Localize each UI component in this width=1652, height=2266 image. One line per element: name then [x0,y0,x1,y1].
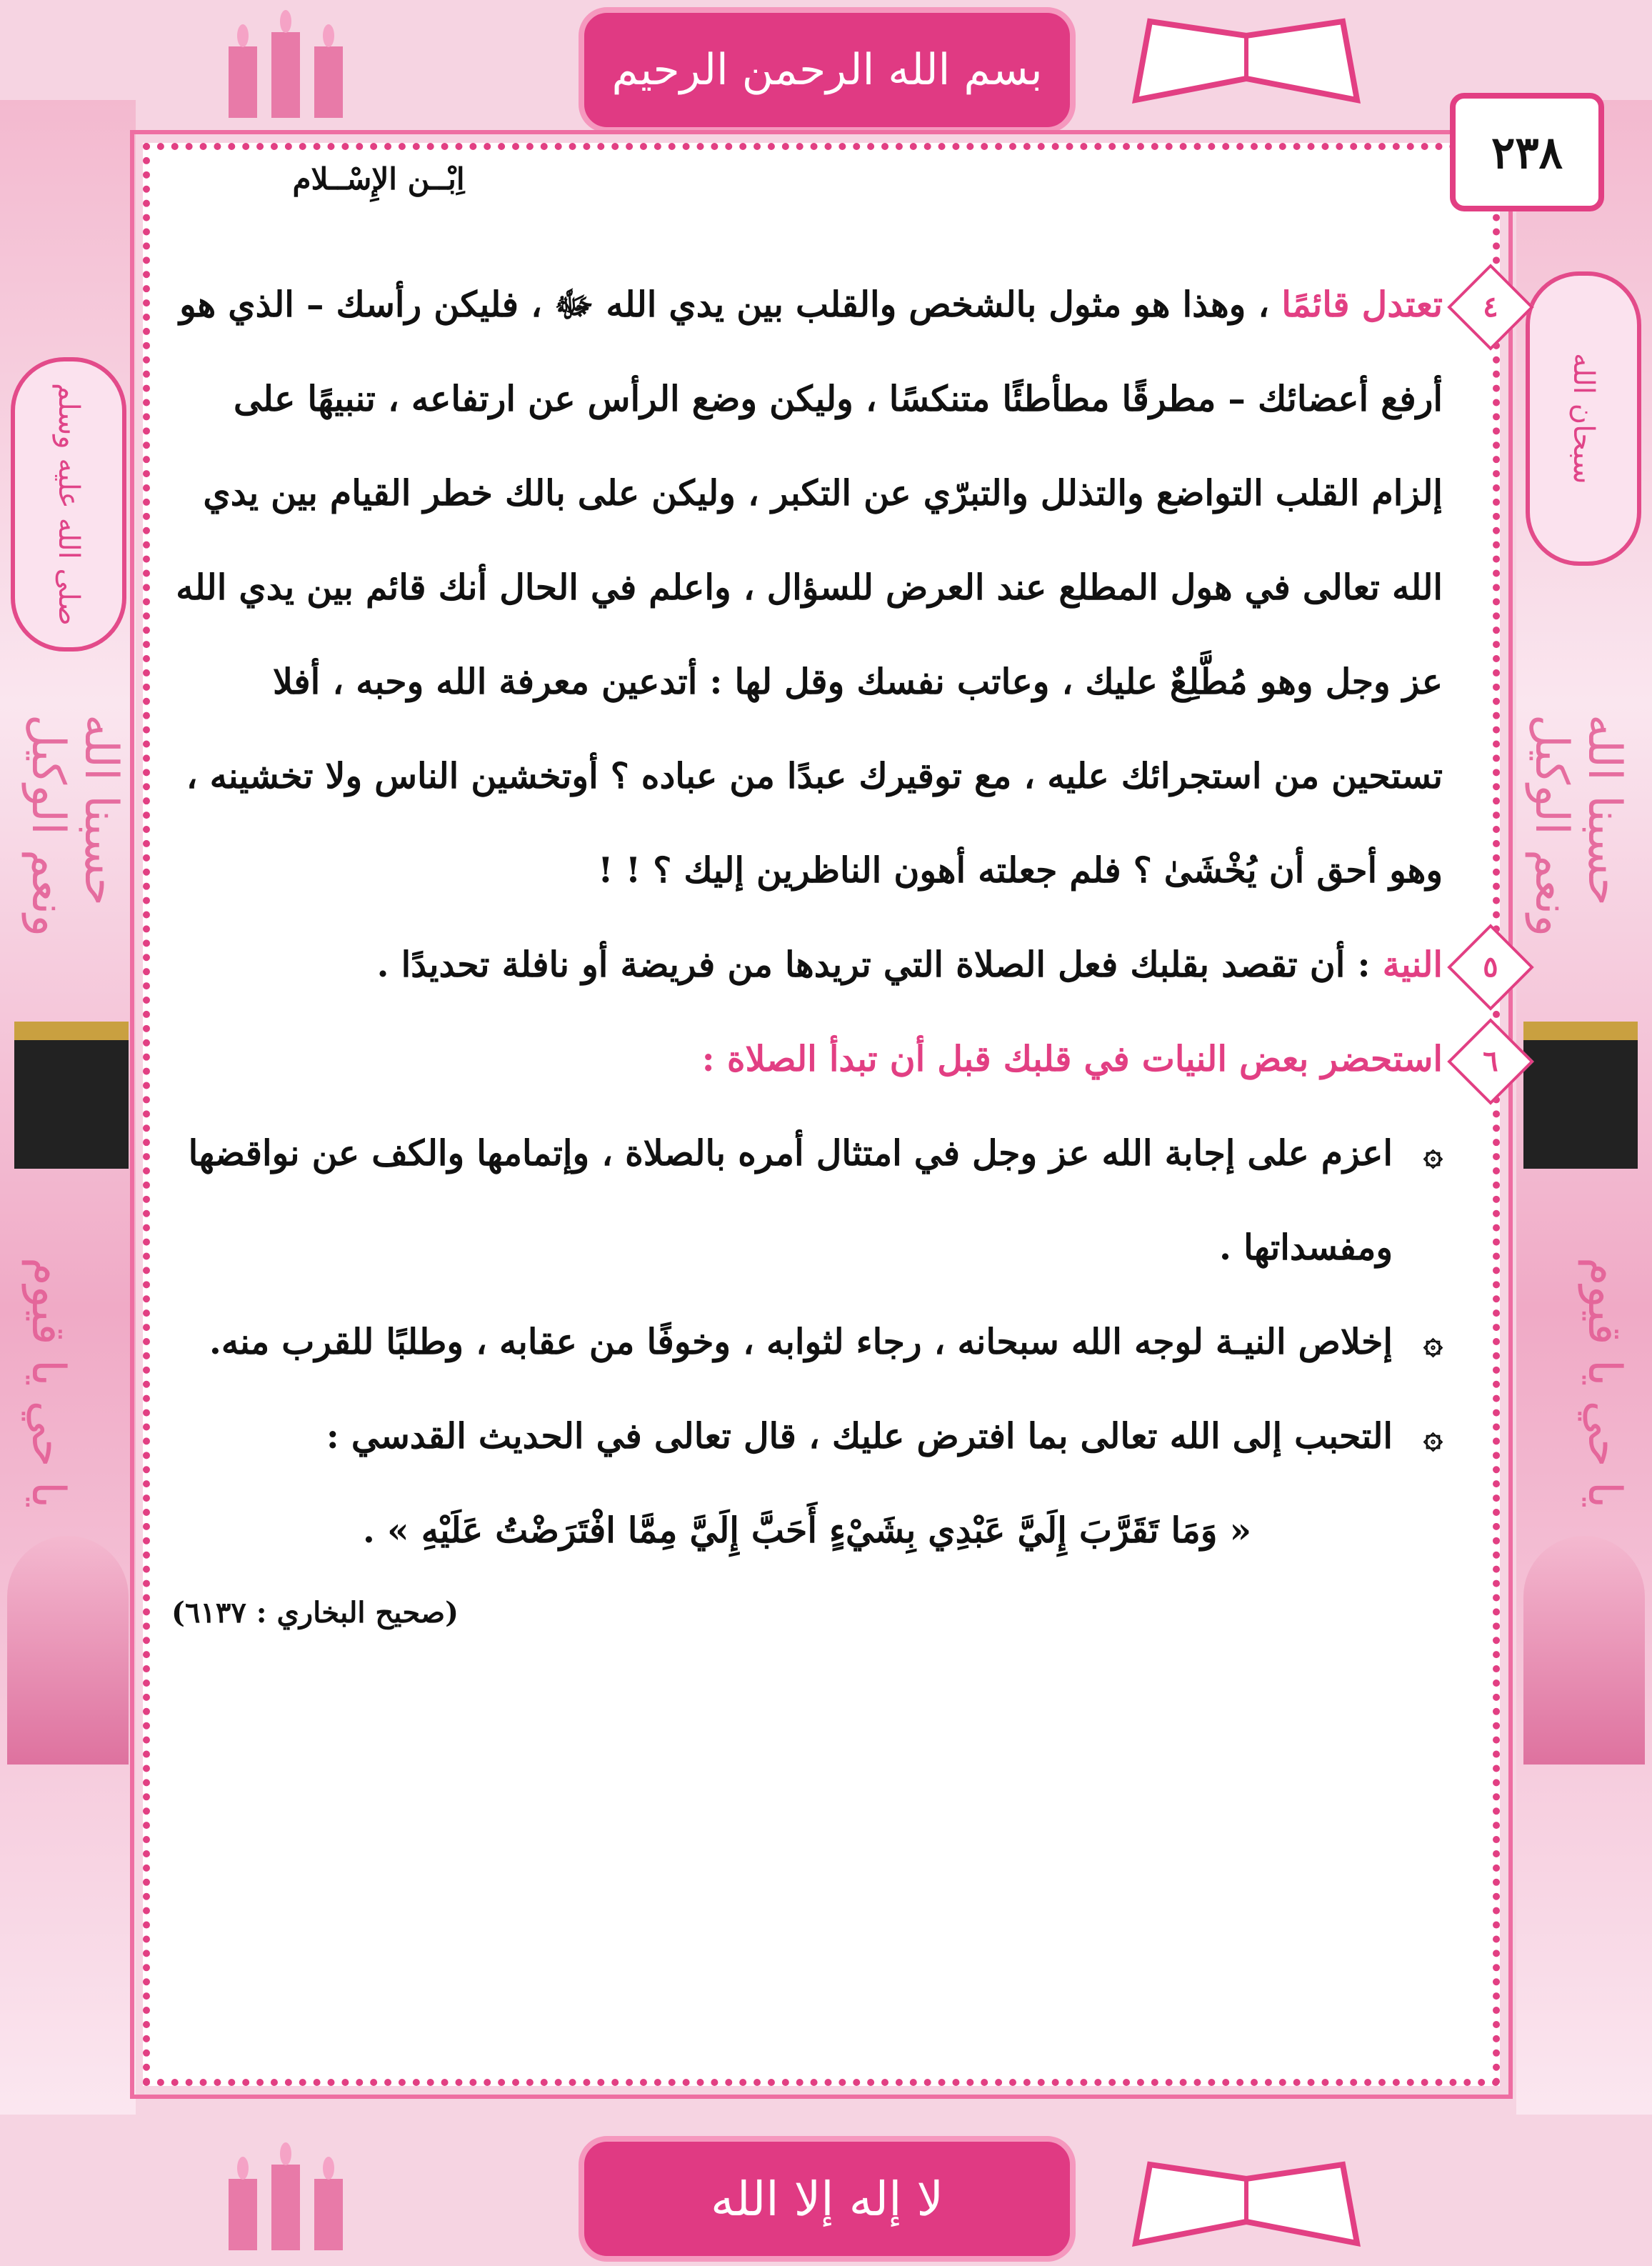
item-text: : أن تقصد بقلبك فعل الصلاة التي تريدها من فريضة أو نافلة تحديدًا . [376,944,1383,985]
item-4 [171,257,1498,917]
right-calligraphy-bottom: يا حي يا قيوم [1578,1257,1631,1509]
top-banner [579,7,1076,133]
item-marker: ٤ [1447,264,1534,351]
top-banner-text: بسم الله الرحمن الرحيم [611,45,1043,95]
top-candles-icon [214,4,357,125]
item-heading: استحضر بعض النيات في قلبك قبل أن تبدأ الصلاة : [701,1038,1443,1079]
citation: (صحيح البخاري : ٦١٣٧) [171,1596,459,1629]
item-highlight: تعتدل قائمًا [1281,284,1443,325]
left-medallion-text: صلى الله عليه وسلم [52,383,85,626]
item-6 [171,1012,1498,1106]
right-medallion-text: سبحان الله [1567,353,1600,484]
bottom-banner-text: لا إله إلا الله [710,2171,944,2227]
right-mosque-image [1523,1536,1645,1765]
left-kaaba-image [14,1022,129,1169]
bottom-candles-icon [214,2136,357,2257]
bottom-banner [579,2136,1076,2262]
book-title: اِبْــن الإِسْــلام [286,150,471,207]
left-calligraphy-top: حسبنا الله ونعم الوكيل [21,714,127,937]
bottom-open-book-icon [1128,2150,1364,2257]
bullet-text: اعزم على إجابة الله عز وجل في امتثال أمره بالصلاة ، وإتمامها والكف عن نواقضها ومفسداتها . [188,1132,1393,1268]
page-number: ٢٣٨ [1450,93,1604,211]
bullet-item [171,1294,1443,1389]
hadith-quote: « وَمَا تَقَرَّبَ إِلَيَّ عَبْدِي بِشَيْءٍ أَحَبَّ إِلَيَّ مِمَّا افْتَرَضْتُ عَلَيْهِ » . [362,1509,1252,1551]
item-5 [171,917,1498,1012]
left-mosque-image [7,1536,129,1765]
bullet-item [171,1389,1443,1483]
item-highlight: النية [1382,944,1443,985]
right-medallion [1526,271,1641,566]
bullet-symbol: ۞ [1423,1417,1443,1455]
item-marker: ٥ [1447,924,1534,1011]
right-kaaba-image [1523,1022,1638,1169]
bullet-item [171,1106,1443,1294]
left-calligraphy-bottom: يا حي يا قيوم [21,1257,74,1509]
top-open-book-icon [1128,7,1364,114]
bullet-symbol: ۞ [1423,1134,1443,1172]
left-medallion [11,357,126,652]
bullet-symbol: ۞ [1423,1322,1443,1361]
bullet-text: إخلاص النيـة لوجه الله سبحانه ، رجاء لثوابه ، وخوفًا من عقابه ، وطلبًا للقرب منه. [209,1321,1393,1362]
item-marker: ٦ [1447,1018,1534,1105]
item-text: ، وهذا هو مثول بالشخص والقلب بين يدي الله ﷻ ، فليكن رأسك – الذي هو أرفع أعضائك – مطرقًا مطأطئًا متنكسًا ، وليكن وضع الرأس عن ارتفاعه ، تنبيهًا على إلزام القلب التواضع والتذلل والتبرّي عن التكبر ، وليكن على بالك خطر القيام بين يدي الله تعالى في هول المطلع عند العرض للسؤال ، واعلم في الحال أنك قائم بين يدي الله عز وجل وهو مُطَّلِعٌ عليك ، وعاتب نفسك وقل لها : أتدعين معرفة الله وحبه ، أفلا تستحين من استجرائك عليه ، مع توقيرك عبدًا من عباده ؟ أوتخشين الناس ولا تخشينه ، وهو أحق أن يُخْشَىٰ ؟ فلم جعلته أهون الناظرين إليك ؟ ! ! [176,284,1443,891]
bullet-text: التحبب إلى الله تعالى بما افترض عليك ، قال تعالى في الحديث القدسي : [326,1415,1393,1457]
right-calligraphy-top: حسبنا الله ونعم الوكيل [1525,714,1631,937]
page-content [171,257,1498,1642]
